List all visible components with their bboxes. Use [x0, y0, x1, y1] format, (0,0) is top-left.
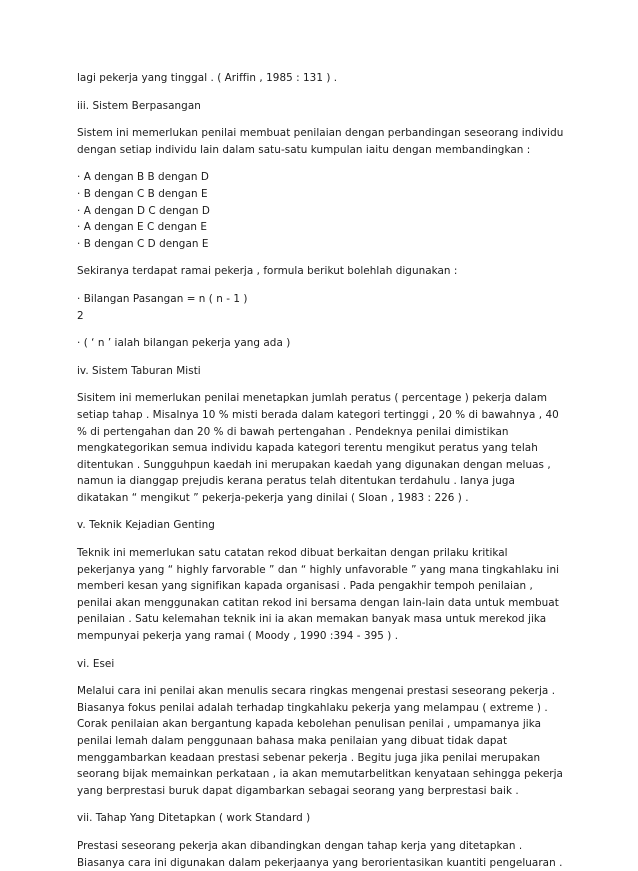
heading-kejadian-genting: v. Teknik Kejadian Genting [77, 519, 215, 532]
pair-list: · A dengan B B dengan D · B dengan C B dengan E · A dengan D C dengan D · A dengan E C dengan E · B dengan C D dengan E [77, 171, 210, 250]
paragraph-work-standard: Prestasi seseorang pekerja akan dibandingkan dengan tahap kerja yang ditetapkan . Biasanya cara ini digunakan dalam pekerjaanya yang berorientasikan kuantiti pengeluaran . [77, 839, 563, 869]
paragraph-continuation: lagi pekerja yang tinggal . ( Ariffin , 1985 : 131 ) . [77, 72, 338, 84]
heading-sistem-berpasangan: iii. Sistem Berpasangan [77, 99, 201, 112]
paragraph-kejadian-genting: Teknik ini memerlukan satu catatan rekod dibuat berkaitan dengan prilaku kritikal pekerjanya yang “ highly farvorable ” dan “ highly unfavorable ” yang mana tingkahlaku ini memberi kesan yang signifikan kapada organisasi . Pada pengakhir tempoh penilaian , penilai akan menggunakan catitan rekod ini bersama dengan lain-lain data untuk membuat penilaian . Satu kelemahan teknik ini ia akan memakan banyak masa untuk merekod jika mempunyai pekerja yang ramai ( Moody , 1990 :394 - 395 ) . [77, 547, 560, 643]
paragraph-berpasangan: Sistem ini memerlukan penilai membuat penilaian dengan perbandingan seseorang individu dengan setiap individu lain dalam satu-satu kumpulan iaitu dengan membandingkan : [77, 127, 564, 156]
paragraph-taburan-misti: Sisitem ini memerlukan penilai menetapkan jumlah peratus ( percentage ) pekerja dalam setiap tahap . Misalnya 10 % misti berada dalam kategori tertinggi , 20 % di bawahnya , 40 % di pertengahan dan 20 % di bawah pertengahan . Pendeknya penilai dimistikan mengkategorikan semua individu kapada kategori terentu mengikut peratus yang telah ditentukan . Sungguhpun kaedah ini merupakan kaedah yang digunakan dengan meluas , namun ia dianggap prejudis kerana peratus telah ditentukan terdahulu . Ianya juga dikatakan “ mengikut ” pekerja-pekerja yang dinilai ( Sloan , 1983 : 226 ) . [77, 392, 559, 504]
formula-line: · Bilangan Pasangan = n ( n - 1 ) 2 [77, 292, 248, 322]
document-page [77, 70, 567, 871]
heading-esei: vi. Esei [77, 657, 115, 670]
paragraph-esei: Melalui cara ini penilai akan menulis secara ringkas mengenai prestasi seseorang pekerja . Biasanya fokus penilai adalah terhadap tingkahlaku pekerja yang melampau ( extreme ) . Corak penilaian akan bergantung kapada kebolehan penulisan penilai , umpamanya jika penilai lemah dalam penggunaan bahasa maka penilaian yang dibuat tidak dapat menggambarkan keadaan prestasi sebenar pekerja . Begitu juga jika penilai merupakan seorang bijak memainkan perkataan , ia akan memutarbelitkan kenyataan sehingga pekerja yang berprestasi buruk dapat digambarkan sebagai seorang yang berprestasi baik . [77, 685, 563, 797]
formula-note: · ( ‘ n ’ ialah bilangan pekerja yang ada ) [77, 337, 291, 350]
heading-work-standard: vii. Tahap Yang Ditetapkan ( work Standard ) [77, 812, 311, 825]
heading-taburan-misti: iv. Sistem Taburan Misti [77, 364, 201, 377]
paragraph-formula-intro: Sekiranya terdapat ramai pekerja , formula berikut bolehlah digunakan : [77, 265, 458, 278]
